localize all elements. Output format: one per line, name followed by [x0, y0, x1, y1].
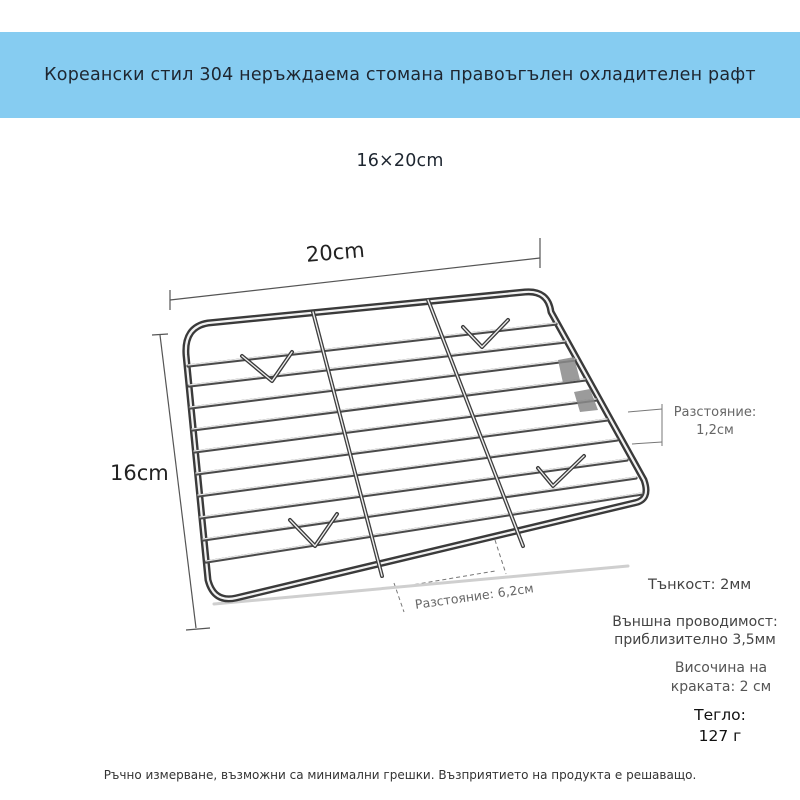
side-gap-label: [655, 404, 775, 440]
measurement-disclaimer: Ръчно измерване, възможни са минимални грешки. Възприятието на продукта е решаващо.: [103, 768, 697, 782]
cooling-rack: [186, 292, 646, 604]
width-label: 20cm: [305, 237, 366, 267]
leg-height-value: краката: 2 см: [670, 679, 772, 695]
leg-height-label: Височина на: [674, 660, 768, 676]
side-gap-value: 1,2см: [696, 423, 734, 438]
height-label: 16cm: [110, 461, 169, 485]
outer-wire-value: приблизително 3,5мм: [614, 632, 776, 648]
side-gap-title: Разстояние:: [673, 405, 757, 420]
outer-wire-label: Външна проводимост:: [612, 614, 778, 630]
thickness-spec: Тънкост: 2мм: [648, 577, 752, 593]
bottom-gap-label: Разстояние: 6,2см: [414, 580, 535, 612]
outer-wire-spec: [610, 613, 780, 649]
weight-spec: [675, 705, 765, 747]
leg-height-spec: [655, 659, 787, 697]
product-title: Кореански стил 304 неръждаема стомана правоъгълен охладителен рафт 16×20cm: [44, 65, 756, 171]
weight-value: 127 г: [698, 727, 742, 745]
weight-label: Тегло:: [694, 706, 746, 724]
